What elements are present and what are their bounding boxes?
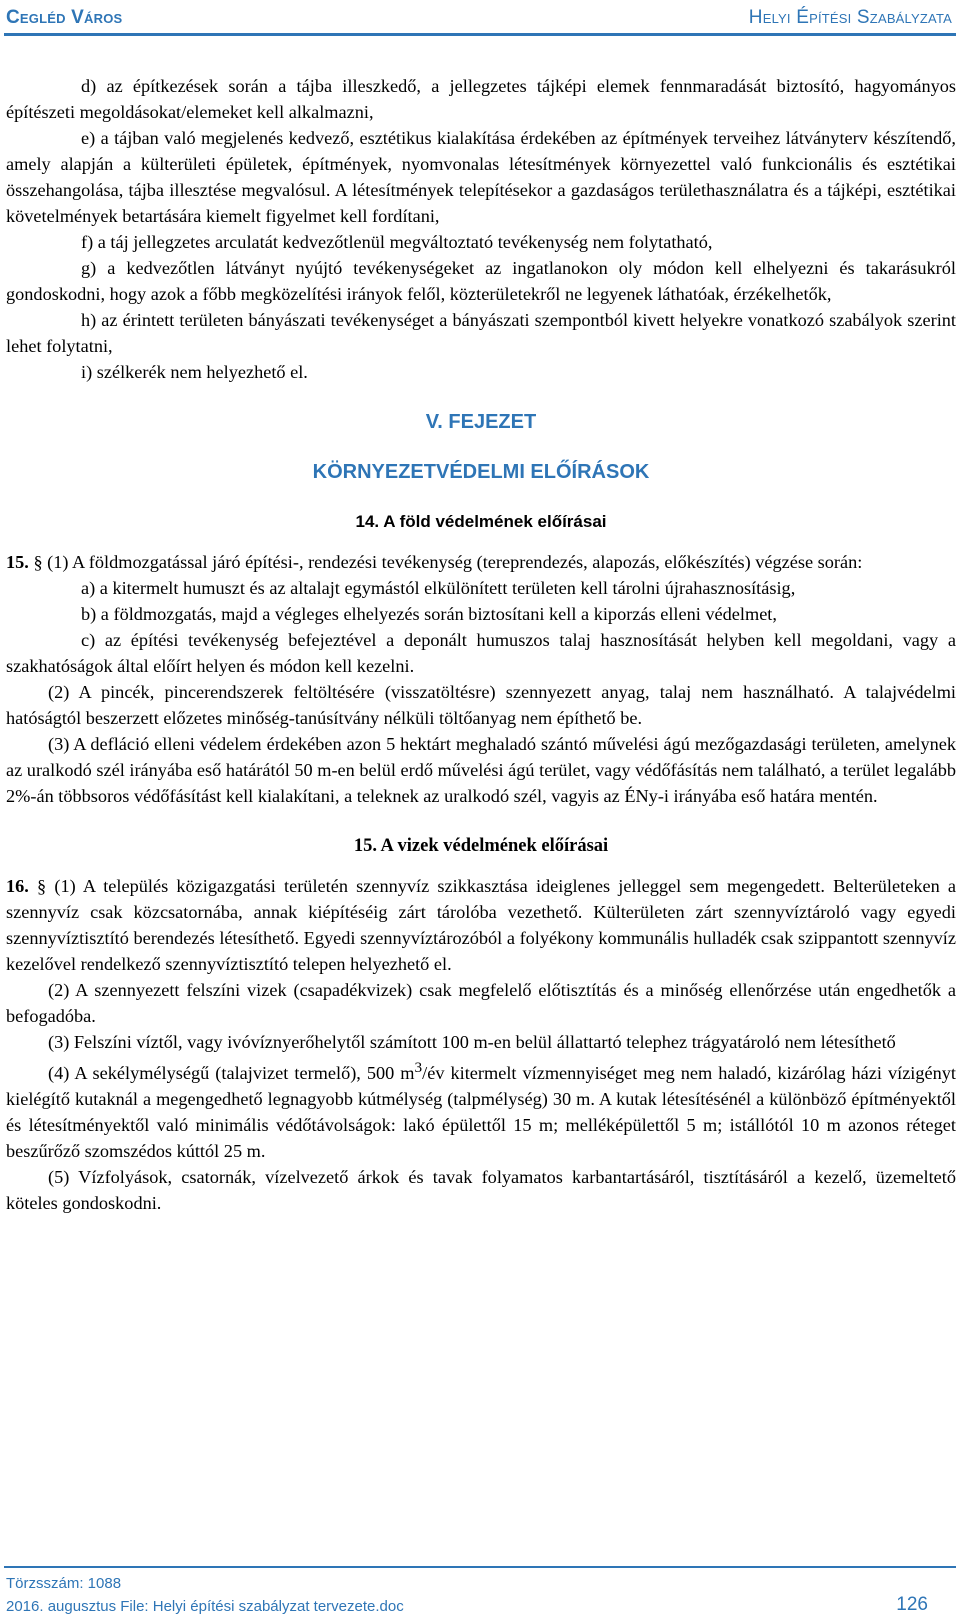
header-document-title: Helyi Építési Szabályzata <box>748 7 952 28</box>
section-15-paragraph-1 <box>6 873 956 977</box>
item-g: g) a kedvezőtlen látványt nyújtó tevékenységeket az ingatlanokon oly módon kell elhelyezni és takarásukról gondoskodni, hogy azok a főbb megközelítési irányok felől, közterületekről ne legyenek láthatóak, érzékelhetők, <box>6 258 956 304</box>
section-14-title: 14. A föld védelmének előírásai <box>355 512 607 531</box>
paragraph-number: 16. <box>6 876 29 896</box>
section-14-item-c: c) az építési tevékenység befejeztével a deponált humuszos talaj hasznosítását helyben kell megoldani, vagy a szakhatóságok által előírt helyen és módon kell kezelni. <box>6 630 956 676</box>
page-header <box>0 0 960 34</box>
footer-file-info: 2016. augusztus File: Helyi építési szabályzat tervezete.doc <box>6 1598 404 1615</box>
item-f: f) a táj jellegzetes arculatát kedvezőtlenül megváltoztató tevékenység nem folytatható, <box>81 232 713 252</box>
section-14-paragraph-1 <box>6 549 956 575</box>
section-14-paragraph-2: (2) A pincék, pincerendszerek feltöltésére (visszatöltésre) szennyezett anyag, talaj nem használható. A talajvédelmi hatóságtól beszerzett előzetes minőség-tanúsítvány nélküli töltőanyag nem építhető be. <box>6 682 956 728</box>
paragraph-text: § (1) A földmozgatással járó építési-, rendezési tevékenység (tereprendezés, alapozás, előkészítés) végzése során: <box>33 552 863 572</box>
item-i: i) szélkerék nem helyezhető el. <box>81 362 308 382</box>
item-h: h) az érintett területen bányászati tevékenységet a bányászati szempontból kivett helyekre vonatkozó szabályok szerint lehet folytatni, <box>6 310 956 356</box>
section-15-title: 15. A vizek védelmének előírásai <box>353 836 609 856</box>
chapter-title: KÖRNYEZETVÉDELMI ELŐÍRÁSOK <box>312 461 650 483</box>
chapter-number: V. FEJEZET <box>425 411 537 433</box>
p4-superscript: 3 <box>414 1059 423 1076</box>
section-15-paragraph-4 <box>6 1055 956 1164</box>
item-e: e) a tájban való megjelenés kedvező, esztétikus kialakítása érdekében az építmények terveihez látványterv készítendő, amely alapján a külterületi épületek, építmények, nyomvonalas létesítmények környezettel való funkcionális és esztétikai összehangolása, tájba illesztése megvalósul. A létesítmények telepítésekor a gazdaságos területhasználatra és a tájképi, esztétikai követelmények betartására kiemelt figyelmet kell fordítani, <box>6 128 956 226</box>
paragraph-number: 15. <box>6 552 29 572</box>
section-14-item-b: b) a földmozgatás, majd a végleges elhelyezés során biztosítani kell a kiporzás elleni védelmet, <box>81 604 777 624</box>
item-d: d) az építkezések során a tájba illeszkedő, a jellegzetes tájképi elemek fennmaradását biztosító, hagyományos építészeti megoldásokat/elemeket kell alkalmazni, <box>6 76 956 122</box>
p4-text-before: (4) A sekélymélységű (talajvizet termelő), 500 m <box>48 1063 415 1084</box>
section-15-paragraph-5: (5) Vízfolyások, csatornák, vízelvezető árkok és tavak folyamatos karbantartásáról, tisztításáról a kezelő, üzemeltető köteles gondoskodni. <box>6 1167 956 1214</box>
section-14-item-a: a) a kitermelt humuszt és az altalajt egymástól elkülönített területen kell tárolni újrahasznosításig, <box>81 578 796 598</box>
header-divider <box>4 33 956 36</box>
paragraph-text: § (1) A település közigazgatási területén szennyvíz szikkasztása ideiglenes jelleggel sem megengedett. Belterületeken a szennyvíz csak közcsatornába, annak kiépítéséig zárt tárolóba vezethető. Külterületen zárt szennyvíztároló vagy egyedi szennyvíztisztító berendezés létesíthető. Egyedi szennyvíztározóból a folyékony kommunális hulladék csak szippantott szennyvíz kezelővel rendelkező szennyvíztisztító telepen helyezhető el. <box>6 876 957 974</box>
p4-text-after: /év kitermelt vízmennyiséget meg nem haladó, kizárólag házi vízigényt kielégítő kutaknál a megengedhető legnagyobb kútmélység (talpmélység) 30 m. A kutak létesítésénél a különböző építményektől és létesítményektől való minimális védőtávolságok: lakó épülettől 15 m; melléképülettől 5 m; istállótól 10 m azonos réteget beszűrőző szomszédos kúttól 25 m. <box>6 1063 957 1162</box>
page-footer <box>4 1566 956 1620</box>
section-14-paragraph-3: (3) A defláció elleni védelem érdekében azon 5 hektárt meghaladó szántó művelési ágú mezőgazdasági területen, amelynek az uralkodó szél irányába eső határától 50 m-en belül erdő művelési ágú terület, vagy védőfásítás nem található, a terület legalább 2%-án többsoros védőfásítást kell kialakítani, a teleknek az uralkodó szél, vagyis az ÉNy-i irányába eső határa mentén. <box>6 734 956 806</box>
document-body <box>6 73 956 1216</box>
footer-registry-number: Törzsszám: 1088 <box>6 1575 122 1592</box>
footer-divider <box>4 1566 956 1568</box>
header-city: Cegléd Város <box>6 7 123 28</box>
section-15-paragraph-2: (2) A szennyezett felszíni vizek (csapadékvizek) csak megfelelő előtisztítás és a minőség ellenőrzése után engedhetők a befogadóba. <box>6 980 956 1026</box>
section-15-paragraph-3: (3) Felszíni víztől, vagy ivóvíznyerőhelytől számított 100 m-en belül állattartó telephez trágyatároló nem létesíthető <box>48 1032 896 1052</box>
page-number: 126 <box>896 1594 928 1615</box>
